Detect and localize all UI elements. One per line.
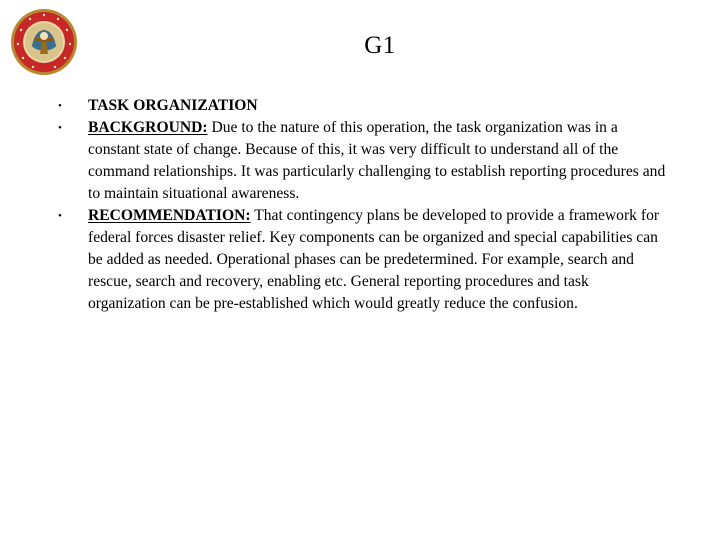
bullet-marker: •	[58, 210, 62, 222]
bullet-heading: RECOMMENDATION:	[88, 207, 251, 224]
bullet-body: Due to the nature of this operation, the task organization was in a constant state of change. Because of this, it was very difficult to understand all of the command relationships. It was particularly challenging to establish reporting procedures and to maintain situational awareness.	[88, 119, 666, 202]
bullet-heading: BACKGROUND:	[88, 119, 208, 136]
bullet-item-task-organization	[58, 95, 668, 117]
bullet-text	[88, 117, 668, 205]
bullet-marker: •	[58, 100, 62, 112]
bullet-list	[58, 95, 668, 315]
bullet-text	[88, 205, 668, 315]
bullet-item-recommendation	[58, 205, 668, 315]
bullet-heading: TASK ORGANIZATION	[88, 97, 258, 114]
slide-title: G1	[364, 32, 396, 59]
bullet-text	[88, 95, 668, 117]
bullet-body: That contingency plans be developed to provide a framework for federal forces disaster relief. Key components can be organized and special capabilities can be added as needed. Operational phases can be predetermined. For example, search and rescue, search and recovery, enabling etc. General reporting procedures and task organization can be pre-established which would greatly reduce the confusion.	[88, 207, 660, 312]
bullet-item-background	[58, 117, 668, 205]
bullet-marker: •	[58, 122, 62, 134]
